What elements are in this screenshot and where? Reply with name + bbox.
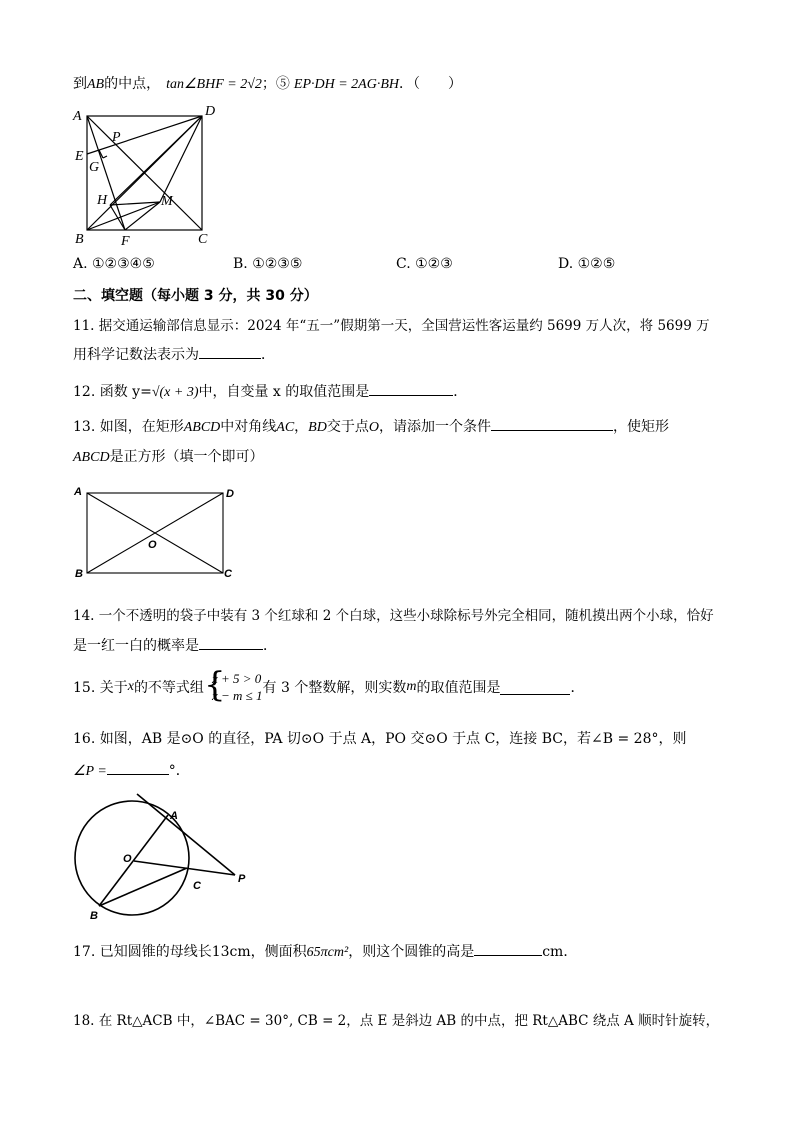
sqrt-expression: √(x + 3) — [151, 385, 199, 400]
right-angle-mark — [103, 156, 107, 158]
answer-blank[interactable] — [107, 760, 169, 775]
segment-dm — [160, 116, 202, 202]
q15 — [73, 665, 585, 706]
section-heading: 二、填空题（每小题 3 分，共 30 分） — [73, 288, 318, 304]
circle-figure — [72, 792, 262, 922]
text: 中对角线 — [220, 419, 277, 435]
brace-icon: { — [203, 665, 226, 705]
segment-bd: BD — [308, 420, 327, 435]
text: 用科学记数法表示为 — [73, 347, 199, 363]
inequality-1: x + 5 > 0 — [211, 671, 262, 686]
text: °． — [168, 763, 190, 779]
item-5-marker: ⑤ — [275, 76, 290, 92]
inequality-2: x − m ≤ 1 — [211, 688, 263, 703]
option-a[interactable]: A. ①②③④⑤ — [73, 256, 155, 272]
var-m: m — [406, 679, 417, 694]
rectangle-figure — [72, 485, 247, 583]
q14-line1: 14. 一个不透明的袋子中装有 3 个红球和 2 个白球，这些小球除标号外完全相同，随机摸出两个小球，恰好 — [73, 608, 714, 624]
q13-line2 — [73, 446, 264, 466]
text: 交于点 — [326, 419, 369, 435]
label-a: A — [73, 109, 82, 124]
unit: cm — [542, 944, 564, 960]
option-c[interactable]: C. ①②③ — [396, 256, 453, 272]
text: ，则这个圆锥的高是 — [348, 944, 475, 960]
segment-ed — [87, 116, 202, 154]
q17 — [73, 941, 577, 961]
tan-expression: tan∠BHF = 2√2 — [166, 77, 262, 92]
q11-line1: 11. 据交通运输部信息显示：2024 年“五一”假期第一天，全国营运性客运量约 5699 万人次，将 5699 万 — [73, 318, 710, 334]
label-m: M — [161, 194, 173, 209]
expression-5: EP·DH = 2AG·BH — [293, 77, 400, 92]
label-h: H — [97, 193, 108, 208]
point-o: O — [368, 420, 379, 435]
q13-line1 — [73, 416, 669, 436]
answer-parens: ．（ ） — [399, 76, 463, 92]
text: ． — [570, 680, 585, 696]
label-f: F — [121, 234, 130, 249]
label-d: D — [226, 488, 234, 500]
label-b: B — [75, 232, 84, 247]
label-a: A — [74, 486, 82, 498]
text: 中，自变量 x 的取值范围是 — [198, 384, 370, 400]
lateral-area: 65πcm² — [306, 945, 349, 960]
question-10-tail — [73, 73, 462, 93]
text: 是正方形（填一个即可） — [109, 449, 264, 465]
answer-blank[interactable] — [500, 680, 570, 695]
segment-ac: AC — [276, 420, 295, 435]
text: ， — [294, 419, 309, 435]
text: ． — [261, 347, 275, 363]
label-c: C — [193, 880, 201, 892]
text: 的不等式组 — [133, 680, 204, 696]
answer-blank[interactable] — [474, 941, 542, 956]
inequality-system — [203, 665, 263, 705]
label-c: C — [224, 568, 232, 580]
q16-line1: 16. 如图，AB 是⊙O 的直径，PA 切⊙O 于点 A，PO 交⊙O 于点 C，连接 BC，若∠B = 28°，则 — [73, 731, 687, 747]
square-figure — [70, 102, 230, 250]
text: 13. 如图，在矩形 — [73, 419, 184, 435]
segment-dh — [110, 116, 202, 205]
label-o: O — [123, 853, 132, 865]
text: ； — [261, 76, 276, 92]
rect-abcd: ABCD — [73, 450, 110, 465]
label-b: B — [75, 568, 83, 580]
text: ． — [563, 944, 578, 960]
label-c: C — [198, 232, 208, 247]
text: ． — [263, 638, 277, 654]
segment-bc — [99, 868, 187, 906]
text: 12. 函数 y= — [73, 384, 152, 400]
segment-ab: AB — [87, 77, 105, 92]
q16-line2 — [73, 760, 190, 780]
label-e: E — [75, 149, 84, 164]
text: 有 3 个整数解，则实数 — [262, 680, 407, 696]
text: ，请添加一个条件 — [378, 419, 491, 435]
rect-abcd: ABCD — [183, 420, 221, 435]
text: ． — [453, 384, 468, 400]
label-d: D — [205, 104, 216, 119]
answer-blank[interactable] — [369, 381, 453, 396]
label-a: A — [170, 810, 178, 822]
answer-blank[interactable] — [491, 416, 613, 431]
var-x: x — [127, 679, 134, 694]
diameter-ab — [99, 815, 168, 906]
segment-fm — [125, 202, 160, 230]
option-b[interactable]: B. ①②③⑤ — [233, 256, 303, 272]
text: 是一红一白的概率是 — [73, 638, 199, 654]
q14-line2 — [73, 635, 277, 655]
label-g: G — [89, 160, 100, 175]
text: ，侧面积 — [250, 944, 307, 960]
q11-line2 — [73, 344, 275, 364]
slant-length: 13cm — [211, 944, 251, 960]
text: 17. 已知圆锥的母线长 — [73, 944, 212, 960]
q12 — [73, 381, 467, 401]
text: 15. 关于 — [73, 680, 128, 696]
label-o: O — [148, 539, 157, 551]
angle-p: ∠P = — [73, 764, 107, 779]
text: 的中点， — [104, 76, 161, 92]
label-p: P — [238, 873, 246, 885]
option-d[interactable]: D. ①②⑤ — [558, 256, 616, 272]
text: 的取值范围是 — [416, 680, 501, 696]
text: ，使矩形 — [612, 419, 669, 435]
label-b: B — [90, 910, 98, 922]
answer-blank[interactable] — [199, 344, 261, 359]
q18-line1: 18. 在 Rt△ACB 中，∠BAC = 30°, CB = 2，点 E 是斜边 AB 的中点，把 Rt△ABC 绕点 A 顺时针旋转， — [73, 1013, 720, 1029]
text: 到 — [73, 76, 87, 92]
answer-blank[interactable] — [199, 635, 263, 650]
label-p: P — [112, 130, 121, 145]
